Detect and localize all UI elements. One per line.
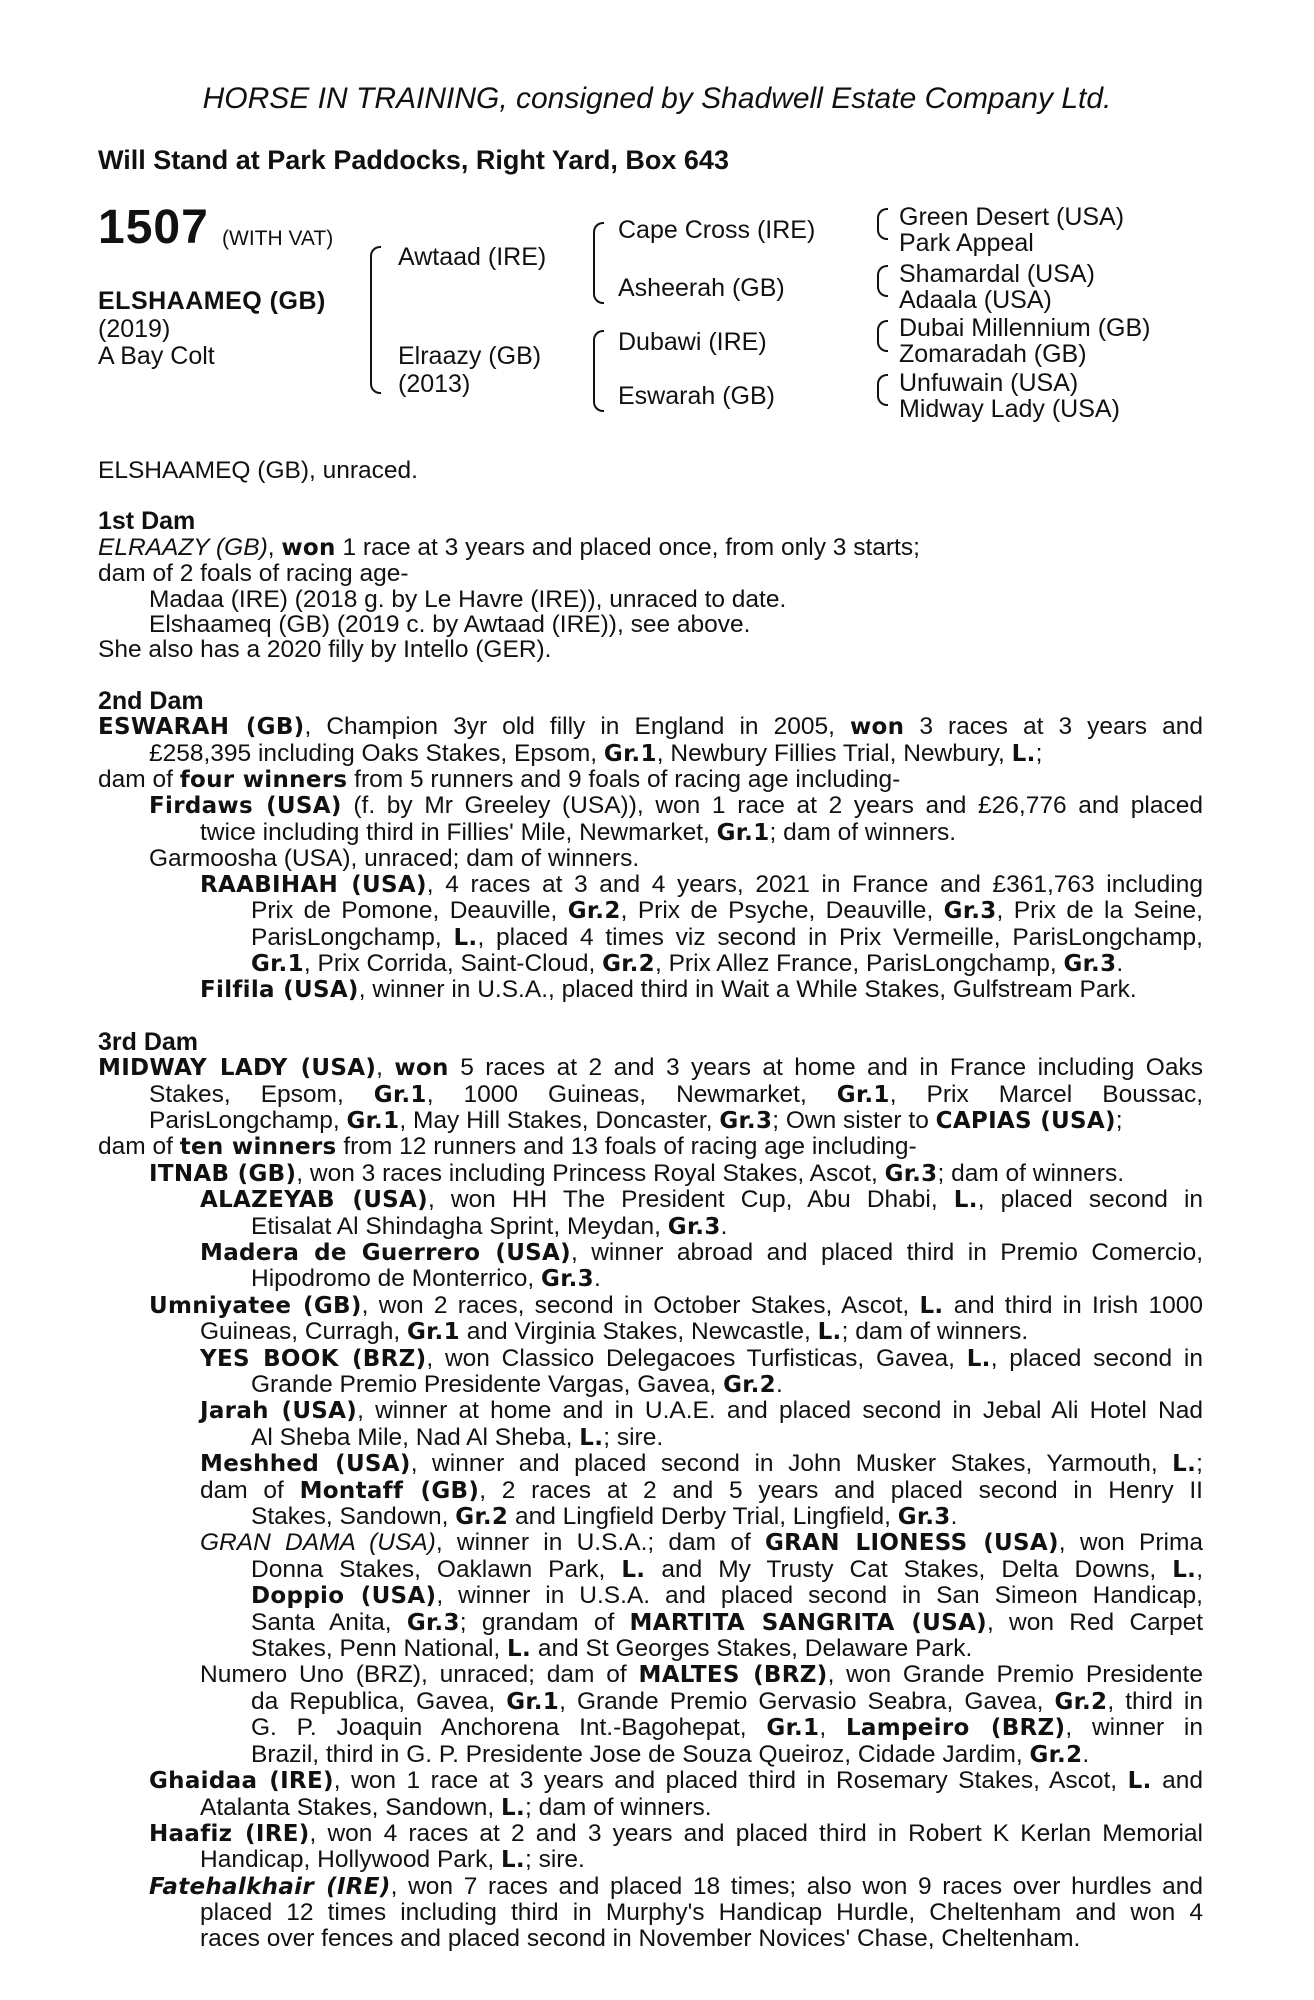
text-line: Guineas, Curragh, Gr.1 and Virginia Stakes, Newcastle, L.; dam of winners. (200, 1319, 1029, 1346)
consignment-header: HORSE IN TRAINING, consigned by Shadwell Estate Company Ltd. (202, 82, 1112, 115)
pedigree-bracket (593, 222, 604, 304)
text-line: Stakes, Epsom, Gr.1, 1000 Guineas, Newmarket, Gr.1, Prix Marcel Boussac, (149, 1081, 1203, 1108)
horse-description: A Bay Colt (98, 342, 215, 370)
text-line: RAABIHAH (USA), 4 races at 3 and 4 years, 2021 in France and £361,763 including (200, 871, 1203, 898)
text-line: Gr.1, Prix Corrida, Saint-Cloud, Gr.2, Prix Allez France, ParisLongchamp, Gr.3. (251, 950, 1124, 977)
text-line: Grande Premio Presidente Vargas, Gavea, Gr.2. (251, 1372, 783, 1398)
text-line: twice including third in Fillies' Mile, Newmarket, Gr.1; dam of winners. (200, 819, 957, 846)
text-line: Prix de Pomone, Deauville, Gr.2, Prix de Psyche, Deauville, Gr.3, Prix de la Seine, (251, 898, 1203, 925)
pedigree-g6: Zomaradah (GB) (899, 340, 1087, 368)
first-dam-heading: 1st Dam (98, 509, 196, 535)
text-line: da Republica, Gavea, Gr.1, Grande Premio Gervasio Seabra, Gavea, Gr.2, third in (251, 1688, 1203, 1715)
text-line: Atalanta Stakes, Sandown, L.; dam of winners. (200, 1794, 712, 1821)
text-line: Garmoosha (USA), unraced; dam of winners. (149, 846, 640, 872)
pedigree-g1: Green Desert (USA) (899, 203, 1125, 231)
intro-line: ELSHAAMEQ (GB), unraced. (98, 458, 418, 484)
pedigree-bracket (877, 208, 888, 240)
catalogue-body (98, 458, 1203, 1951)
text-line: Madaa (IRE) (2018 g. by Le Havre (IRE)), unraced to date. (149, 586, 787, 613)
text-line: Filfila (USA), winner in U.S.A., placed third in Wait a While Stakes, Gulfstream Park. (200, 977, 1137, 1004)
pedigree-dam-year: (2013) (398, 370, 471, 398)
pedigree-dam-dam: Eswarah (GB) (618, 382, 775, 410)
text-line: Donna Stakes, Oaklawn Park, L. and My Trusty Cat Stakes, Delta Downs, L., (251, 1556, 1203, 1583)
text-line: MIDWAY LADY (USA), won 5 races at 2 and 3 years at home and in France including Oaks (98, 1055, 1203, 1082)
text-line: Firdaws (USA) (f. by Mr Greeley (USA)), won 1 race at 2 years and £26,776 and placed (149, 793, 1203, 820)
text-line: ParisLongchamp, L., placed 4 times viz second in Prix Vermeille, ParisLongchamp, (251, 924, 1203, 951)
pedigree-bracket (877, 320, 888, 352)
pedigree-g4: Adaala (USA) (899, 286, 1052, 314)
text-line: £258,395 including Oaks Stakes, Epsom, Gr.1, Newbury Fillies Trial, Newbury, L.; (149, 740, 1043, 767)
pedigree-bracket (877, 265, 888, 297)
pedigree-g7: Unfuwain (USA) (899, 369, 1079, 397)
text-line: Santa Anita, Gr.3; grandam of MARTITA SANGRITA (USA), won Red Carpet (251, 1609, 1203, 1636)
text-line: Stakes, Penn National, L. and St Georges Stakes, Delaware Park. (251, 1636, 973, 1663)
text-line: G. P. Joaquin Anchorena Int.-Bagohepat, Gr.1, Lampeiro (BRZ), winner in (251, 1715, 1203, 1742)
text-line: Etisalat Al Shindagha Sprint, Meydan, Gr.3. (251, 1213, 728, 1240)
third-dam-heading: 3rd Dam (98, 1029, 199, 1056)
text-line: dam of Montaff (GB), 2 races at 2 and 5 years and placed second in Henry II (200, 1477, 1203, 1504)
text-line: Ghaidaa (IRE), won 1 race at 3 years and placed third in Rosemary Stakes, Ascot, L. and (149, 1768, 1203, 1795)
text-line: YES BOOK (BRZ), won Classico Delegacoes Turfisticas, Gavea, L., placed second in (200, 1345, 1203, 1372)
foaling-year: (2019) (98, 315, 171, 343)
text-line: Al Sheba Mile, Nad Al Sheba, L.; sire. (251, 1424, 664, 1451)
text-line: placed 12 times including third in Murphy's Handicap Hurdle, Cheltenham and won 4 (200, 1900, 1203, 1926)
text-line: GRAN DAMA (USA), winner in U.S.A.; dam of GRAN LIONESS (USA), won Prima (200, 1530, 1203, 1557)
pedigree-g3: Shamardal (USA) (899, 260, 1095, 288)
text-line: dam of four winners from 5 runners and 9 foals of racing age including- (98, 767, 901, 794)
pedigree-g2: Park Appeal (899, 229, 1034, 257)
text-line: Stakes, Sandown, Gr.2 and Lingfield Derby Trial, Lingfield, Gr.3. (251, 1504, 958, 1531)
text-line: Doppio (USA), winner in U.S.A. and placed second in San Simeon Handicap, (251, 1583, 1203, 1610)
pedigree-sire-sire: Cape Cross (IRE) (618, 216, 816, 244)
text-line: races over fences and placed second in November Novices' Chase, Cheltenham. (200, 1925, 1081, 1951)
second-dam-heading: 2nd Dam (98, 688, 204, 715)
pedigree-sire: Awtaad (IRE) (398, 243, 547, 271)
text-line: Umniyatee (GB), won 2 races, second in October Stakes, Ascot, L. and third in Irish 1000 (149, 1292, 1203, 1319)
pedigree-dam: Elraazy (GB) (398, 342, 542, 370)
text-line: Jarah (USA), winner at home and in U.A.E. and placed second in Jebal Ali Hotel Nad (200, 1398, 1203, 1425)
lot-number: 1507 (98, 201, 209, 254)
text-line: She also has a 2020 filly by Intello (GER). (98, 637, 552, 663)
text-line: ParisLongchamp, Gr.1, May Hill Stakes, Doncaster, Gr.3; Own sister to CAPIAS (USA); (149, 1107, 1123, 1134)
text-line: Fatehalkhair (IRE), won 7 races and placed 18 times; also won 9 races over hurdles and (149, 1873, 1203, 1900)
pedigree-g5: Dubai Millennium (GB) (899, 314, 1151, 342)
text-line: Elshaameq (GB) (2019 c. by Awtaad (IRE)), see above. (149, 612, 751, 638)
text-line: Numero Uno (BRZ), unraced; dam of MALTES (BRZ), won Grande Premio Presidente (200, 1662, 1203, 1689)
text-line: ITNAB (GB), won 3 races including Princess Royal Stakes, Ascot, Gr.3; dam of winners. (149, 1160, 1125, 1187)
pedigree-g8: Midway Lady (USA) (899, 395, 1120, 423)
text-line: ALAZEYAB (USA), won HH The President Cup, Abu Dhabi, L., placed second in (200, 1187, 1203, 1214)
vat-note: (WITH VAT) (222, 227, 334, 250)
text-line: ELRAAZY (GB), won 1 race at 3 years and placed once, from only 3 starts; (98, 534, 920, 561)
text-line: dam of 2 foals of racing age- (98, 561, 409, 587)
pedigree-dam-sire: Dubawi (IRE) (618, 328, 767, 356)
pedigree-bracket (370, 246, 381, 394)
stand-location: Will Stand at Park Paddocks, Right Yard, Box 643 (98, 145, 729, 175)
text-line: ESWARAH (GB), Champion 3yr old filly in England in 2005, won 3 races at 3 years and (98, 714, 1203, 741)
text-line: Brazil, third in G. P. Presidente Jose de Souza Queiroz, Cidade Jardim, Gr.2. (251, 1741, 1090, 1768)
text-line: Hipodromo de Monterrico, Gr.3. (251, 1266, 601, 1293)
horse-name: ELSHAAMEQ (GB) (98, 287, 326, 315)
pedigree-bracket (593, 330, 604, 412)
text-line: Meshhed (USA), winner and placed second in John Musker Stakes, Yarmouth, L.; (200, 1451, 1203, 1478)
pedigree-bracket (877, 374, 888, 406)
text-line: Madera de Guerrero (USA), winner abroad and placed third in Premio Comercio, (200, 1239, 1203, 1266)
pedigree-sire-dam: Asheerah (GB) (618, 274, 785, 302)
text-line: dam of ten winners from 12 runners and 13 foals of racing age including- (98, 1134, 917, 1161)
text-line: Haafiz (IRE), won 4 races at 2 and 3 years and placed third in Robert K Kerlan Memorial (149, 1820, 1203, 1847)
text-line: Handicap, Hollywood Park, L.; sire. (200, 1847, 585, 1874)
